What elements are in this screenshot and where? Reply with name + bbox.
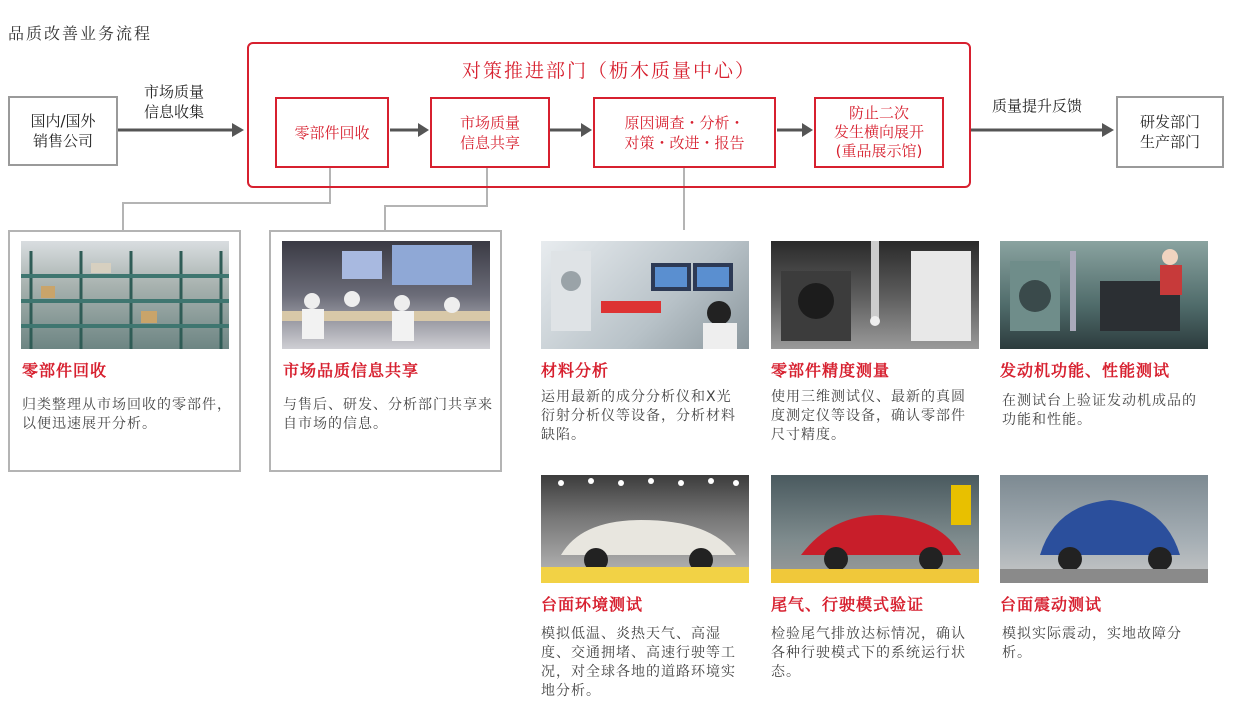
photo-vibration-test — [1000, 475, 1208, 583]
photo-material-analysis — [541, 241, 749, 349]
test-title-material: 材料分析 — [541, 361, 610, 380]
rd-production-box: 研发部门 生产部门 — [1116, 96, 1224, 168]
photo-engine-test — [1000, 241, 1208, 349]
step-parts-recall: 零部件回收 — [275, 97, 389, 168]
photo-precision-measurement — [771, 241, 979, 349]
collect-label: 市场质量 信息收集 — [143, 83, 204, 121]
photo-parts-warehouse — [21, 241, 229, 349]
arrow-collect — [118, 123, 244, 137]
page-title: 品质改善业务流程 — [8, 24, 153, 43]
photo-meeting-room — [282, 241, 490, 349]
test-desc-vibration: 模拟实际震动，实地故障分析。 — [1002, 626, 1182, 661]
card-desc-info-share: 与售后、研发、分析部门共享来自市场的信息。 — [283, 397, 493, 432]
test-title-environment: 台面环境测试 — [541, 595, 644, 614]
test-title-emission: 尾气、行驶模式验证 — [771, 595, 925, 614]
test-title-vibration: 台面震动测试 — [1000, 595, 1103, 614]
card-title-info-share: 市场品质信息共享 — [283, 361, 420, 380]
frame-title: 对策推进部门（枥木质量中心） — [461, 60, 756, 82]
step-root-cause: 原因调查・分析・ 对策・改进・报告 — [593, 97, 776, 168]
step-prevent-recurrence: 防止二次 发生横向展开 (重品展示馆) — [814, 97, 944, 168]
step-info-share: 市场质量 信息共享 — [430, 97, 550, 168]
test-desc-precision: 使用三维测试仪、最新的真圆度测定仪等设备，确认零部件尺寸精度。 — [771, 389, 966, 443]
test-desc-environment: 模拟低温、炎热天气、高湿度、交通拥堵、高速行驶等工况，对全球各地的道路环境实地分析。 — [541, 626, 736, 699]
test-desc-emission: 检验尾气排放达标情况，确认各种行驶模式下的系统运行状态。 — [771, 626, 966, 680]
arrow-feedback — [971, 123, 1114, 137]
card-title-parts-recall: 零部件回收 — [22, 361, 108, 380]
test-desc-material: 运用最新的成分分析仪和X光衍射分析仪等设备，分析材料缺陷。 — [541, 389, 736, 443]
feedback-label: 质量提升反馈 — [991, 97, 1082, 115]
photo-environment-test — [541, 475, 749, 583]
photo-emission-test — [771, 475, 979, 583]
sales-company-box: 国内/国外 销售公司 — [8, 96, 118, 166]
test-title-engine: 发动机功能、性能测试 — [1000, 361, 1171, 380]
card-desc-parts-recall: 归类整理从市场回收的零部件，以便迅速展开分析。 — [22, 397, 232, 432]
test-title-precision: 零部件精度测量 — [771, 361, 891, 380]
test-desc-engine: 在测试台上验证发动机成品的功能和性能。 — [1002, 393, 1197, 428]
